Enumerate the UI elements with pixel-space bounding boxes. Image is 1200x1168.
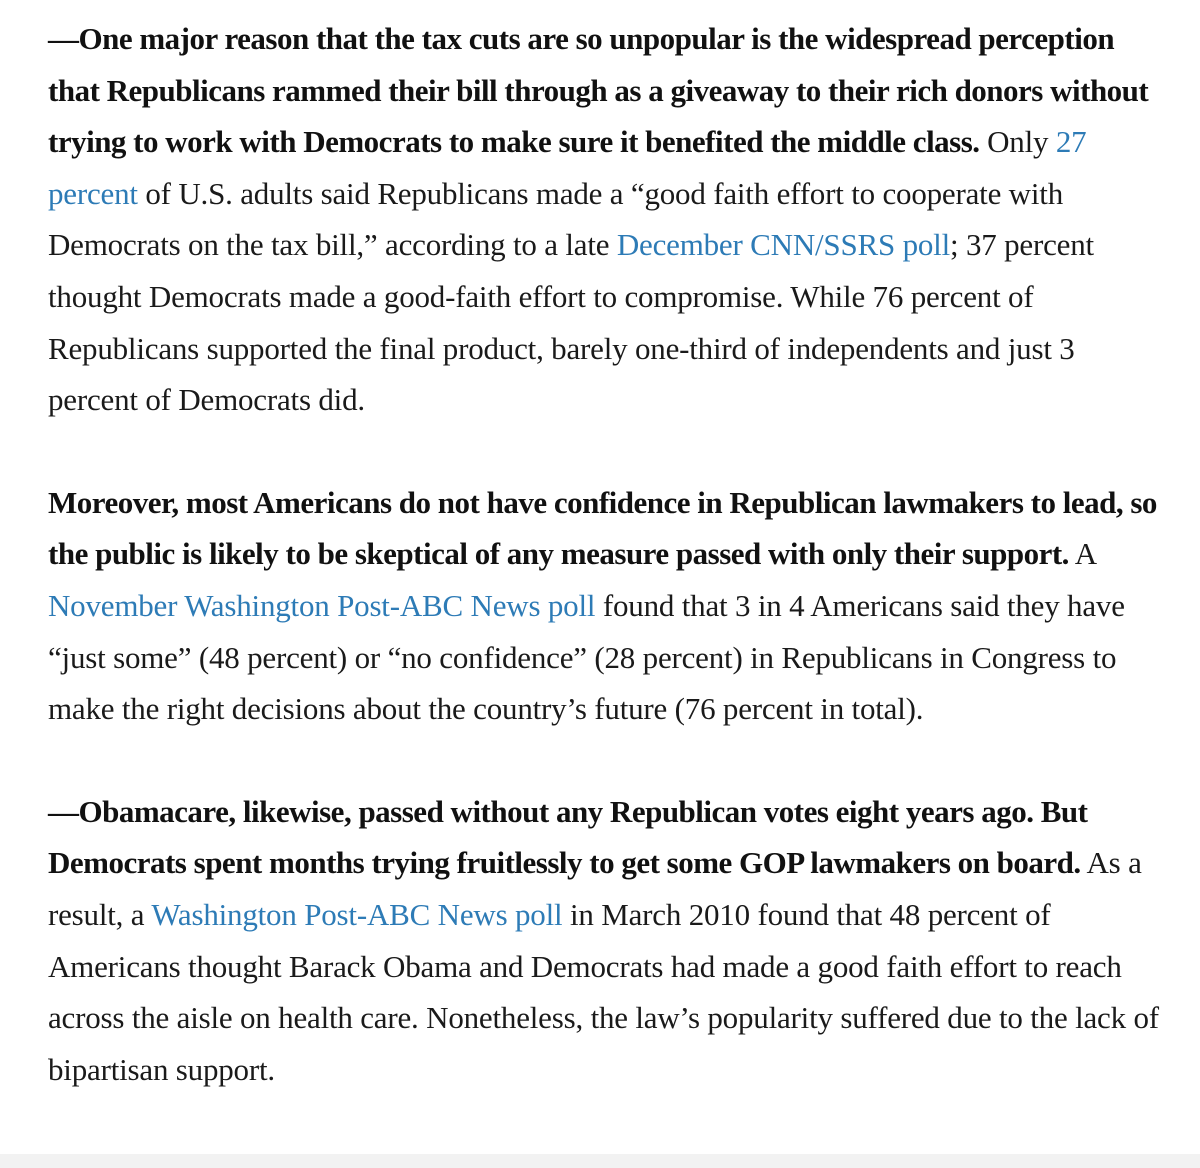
body-text: Only — [979, 124, 1056, 160]
article-body — [48, 13, 1170, 1146]
body-text: of U.S. adults said Republicans made a “good faith effort to cooperate with Democrats on the tax bill,” according to a late — [48, 175, 1063, 263]
link-wapo-abc-poll[interactable]: Washington Post-ABC News poll — [151, 896, 563, 932]
lead-in-bold: —Obamacare, likewise, passed without any Republican votes eight years ago. But Democrats spent months trying fruitlessly to get some GOP lawmakers on board. — [48, 793, 1088, 881]
body-text: ; 37 percent thought Democrats made a good-faith effort to compromise. While 76 percent of Republicans supported the final product, barely one-third of independents and just 3 percent of Democrats did. — [48, 227, 1094, 418]
paragraph-confidence — [48, 477, 1170, 735]
paragraph-tax-cuts — [48, 13, 1170, 426]
body-text: As a result, a — [48, 845, 1142, 932]
lead-in-bold: —One major reason that the tax cuts are so unpopular is the widespread perception that Republicans rammed their bill through as a giveaway to their rich donors without trying to work with Democrats to make sure it benefited the middle class. — [48, 21, 1149, 160]
bottom-edge-divider — [0, 1154, 1200, 1168]
paragraph-obamacare — [48, 786, 1170, 1096]
link-27-percent[interactable]: 27 percent — [48, 124, 1087, 211]
link-cnn-ssrs-poll[interactable]: December CNN/SSRS poll — [616, 227, 951, 263]
body-text: in March 2010 found that 48 percent of Americans thought Barack Obama and Democrats had made a good faith effort to reach across the aisle on health care. Nonetheless, the law’s popularity suffered due to the lack of bipartisan support. — [48, 896, 1159, 1087]
body-text: found that 3 in 4 Americans said they have “just some” (48 percent) or “no confidence” (28 percent) in Republicans in Congress to make the right decisions about the country’s future (76 percent in total). — [48, 587, 1125, 727]
link-november-wapo-abc-poll[interactable]: November Washington Post-ABC News poll — [48, 587, 596, 623]
body-text: A — [1068, 536, 1096, 572]
lead-in-bold: Moreover, most Americans do not have confidence in Republican lawmakers to lead, so the public is likely to be skeptical of any measure passed with only their support. — [48, 484, 1157, 572]
